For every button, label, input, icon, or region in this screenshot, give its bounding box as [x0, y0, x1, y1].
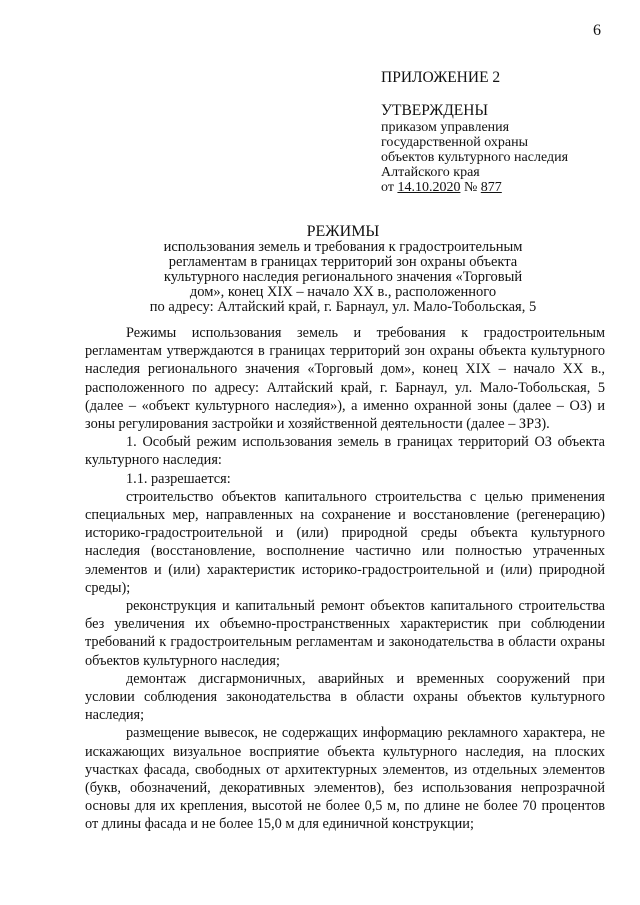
order-line: государственной охраны [381, 135, 529, 150]
list-item: демонтаж дисгармоничных, аварийных и временных сооружений при условии соблюдения законодательства в области охраны объектов культурного наследия; [85, 670, 605, 724]
title-line: регламентам в границах территорий зон охраны объекта [168, 254, 518, 270]
date-prefix: от [381, 180, 394, 195]
title-line: использования земель и требования к градостроительным [163, 239, 523, 255]
number-sign: № [463, 180, 478, 195]
title-line: культурного наследия регионального значения «Торговый [163, 269, 523, 285]
title-line: дом», конец XIX – начало XX в., расположенного [189, 284, 497, 300]
list-item: реконструкция и капитальный ремонт объектов капитального строительства без увеличения их объемно-пространственных характеристик при соблюдении требований к градостроительным регламентам и законодательства в области охраны объектов культурного наследия; [85, 598, 605, 669]
list-item: строительство объектов капитального строительства с целью применения специальных мер, направленных на сохранение и восстановление (регенерацию) историко-градостроительной и (или) природной среды объекта культурного наследия (восстановление, восполнение частично или полностью утраченных элементов и (или) характеристик историко-градостроительной и (или) природной среды); [85, 488, 605, 596]
intro-paragraph: Режимы использования земель и требования к градостроительным регламентам утверждаются в границах территорий зон охраны объекта культурного наследия регионального значения «Торговый дом», конец XIX – начало XX в., расположенного по адресу: Алтайский край, г. Барнаул, ул. Мало-Тобольская, 5 (далее – «объект культурного наследия»), а именно охранной зоны (далее – ОЗ) и зоны регулирования застройки и хозяйственной деятельности (далее – ЗРЗ). [85, 325, 605, 433]
order-number: 877 [480, 180, 502, 195]
appendix-label: ПРИЛОЖЕНИЕ 2 [381, 69, 501, 86]
order-line: приказом управления [381, 120, 510, 135]
subsection-heading: 1.1. разрешается: [126, 470, 231, 487]
order-date: 14.10.2020 [397, 180, 461, 195]
approved-label: УТВЕРЖДЕНЫ [381, 102, 488, 119]
title-heading: РЕЖИМЫ [306, 223, 380, 240]
order-line: объектов культурного наследия [381, 150, 569, 165]
order-line: Алтайского края [381, 165, 480, 180]
section-heading: 1. Особый режим использования земель в границах территорий ОЗ объекта культурного наследия: [85, 434, 605, 469]
document-body [85, 324, 605, 834]
list-item: размещение вывесок, не содержащих информацию рекламного характера, не искажающих визуальное восприятие объекта культурного наследия, на плоских участках фасада, свободных от архитектурных элементов, из отдельных элементов (букв, обозначений, декоративных элементов), без использования непрозрачной основы для их крепления, высотой не более 0,5 м, по длине не более 70 процентов от длины фасада и не более 15,0 м для единичной конструкции; [85, 725, 605, 833]
order-date-line [381, 180, 568, 195]
document-title [110, 224, 576, 315]
title-line: по адресу: Алтайский край, г. Барнаул, ул. Мало-Тобольская, 5 [149, 299, 537, 315]
approval-stamp [381, 70, 568, 195]
page-number: 6 [593, 22, 601, 39]
